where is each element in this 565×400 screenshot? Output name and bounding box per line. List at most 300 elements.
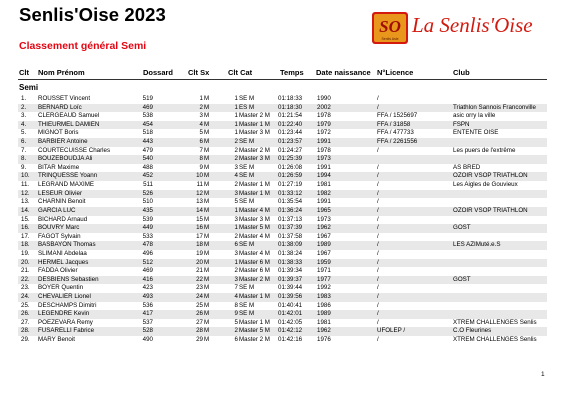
- cell-cat: Master 3 M: [239, 215, 270, 223]
- page-number: 1: [541, 371, 545, 378]
- cell-licence: /: [377, 258, 379, 266]
- cell-clt: 27.: [21, 318, 30, 326]
- cell-nom: FADDA Olivier: [38, 267, 78, 275]
- cell-naissance: 1986: [317, 301, 331, 309]
- cell-cat: SE M: [239, 241, 255, 249]
- cell-dossard: 416: [142, 275, 153, 283]
- cell-cat-n: 3: [234, 249, 238, 257]
- cell-sx: M: [204, 215, 210, 223]
- cell-clt: 21.: [21, 267, 30, 275]
- cell-sx: M: [204, 232, 210, 240]
- cell-clt: 13.: [21, 198, 30, 206]
- cell-nom: TRINQUESSE Yoann: [38, 172, 98, 180]
- cell-licence: FFA / 2261556: [377, 138, 418, 146]
- table-row: [18, 224, 547, 233]
- cell-sx-n: 3: [199, 112, 203, 120]
- cell-clt: 25.: [21, 301, 30, 309]
- cell-cat-n: 3: [234, 215, 238, 223]
- cell-naissance: 2002: [317, 103, 331, 111]
- column-header-club: Club: [453, 68, 470, 77]
- table-row: [18, 155, 547, 164]
- section-label: Semi: [19, 83, 39, 92]
- cell-cat-n: 1: [234, 258, 238, 266]
- cell-licence: /: [377, 206, 379, 214]
- cell-sx: M: [204, 206, 210, 214]
- cell-cat-n: 8: [234, 301, 238, 309]
- cell-dossard: 490: [142, 336, 153, 344]
- cell-cat-n: 1: [234, 112, 238, 120]
- table-row: [18, 129, 547, 138]
- cell-clt: 10.: [21, 172, 30, 180]
- column-header-date-naissance: Date naissance: [316, 68, 371, 77]
- cell-club: XTREM CHALLENGES Senlis: [453, 336, 537, 344]
- cell-clt: 16.: [21, 224, 30, 232]
- cell-cat-n: 2: [234, 232, 238, 240]
- cell-cat-n: 6: [234, 336, 238, 344]
- cell-nom: MARY Benoit: [38, 336, 75, 344]
- cell-cat: Master 4 M: [239, 206, 270, 214]
- table-row: [18, 302, 547, 311]
- cell-clt: 2.: [21, 103, 27, 111]
- column-header-temps: Temps: [280, 68, 304, 77]
- cell-nom: BARBIER Antoine: [38, 138, 88, 146]
- cell-naissance: 1990: [317, 95, 331, 102]
- cell-clt: 23.: [21, 284, 30, 292]
- cell-sx-n: 25: [196, 301, 203, 309]
- cell-naissance: 1971: [317, 267, 331, 275]
- cell-nom: BOUVRY Marc: [38, 224, 80, 232]
- cell-naissance: 1973: [317, 155, 331, 163]
- cell-sx-n: 19: [196, 249, 203, 257]
- cell-cat-n: 2: [234, 267, 238, 275]
- cell-dossard: 454: [142, 120, 153, 128]
- cell-dossard: 479: [142, 146, 153, 154]
- cell-dossard: 488: [142, 163, 153, 171]
- svg-text:Senlis Asie: Senlis Asie: [381, 37, 399, 41]
- cell-sx-n: 24: [196, 293, 203, 301]
- cell-dossard: 539: [142, 215, 153, 223]
- cell-clt: 20.: [21, 258, 30, 266]
- cell-cat: Master 5 M: [239, 224, 270, 232]
- cell-cat-n: 1: [234, 224, 238, 232]
- cell-licence: /: [377, 198, 379, 206]
- table-row: [18, 198, 547, 207]
- cell-club: OZOIR VSOP TRIATHLON: [453, 206, 528, 214]
- cell-temps: 01:18:30: [278, 103, 303, 111]
- cell-clt: 5.: [21, 129, 27, 137]
- table-row: [18, 95, 547, 104]
- cell-nom: DESCHAMPS Dimitri: [38, 301, 97, 309]
- cell-sx-n: 1: [199, 95, 203, 102]
- cell-licence: /: [377, 232, 379, 240]
- cell-clt: 18.: [21, 241, 30, 249]
- cell-temps: 01:38:09: [278, 241, 303, 249]
- cell-temps: 01:42:05: [278, 318, 303, 326]
- cell-clt: 24.: [21, 293, 30, 301]
- cell-licence: /: [377, 103, 379, 111]
- cell-nom: CLERGEAUD Samuel: [38, 112, 100, 120]
- cell-naissance: 1962: [317, 327, 331, 335]
- cell-sx: M: [204, 318, 210, 326]
- cell-sx: M: [204, 293, 210, 301]
- svg-text:SO: SO: [379, 17, 401, 36]
- cell-temps: 01:23:44: [278, 129, 303, 137]
- cell-licence: /: [377, 318, 379, 326]
- cell-dossard: 443: [142, 138, 153, 146]
- table-row: [18, 181, 547, 190]
- cell-sx-n: 6: [199, 138, 203, 146]
- cell-dossard: 478: [142, 241, 153, 249]
- cell-temps: 01:37:13: [278, 215, 303, 223]
- cell-sx-n: 10: [196, 172, 203, 180]
- cell-cat-n: 3: [234, 275, 238, 283]
- cell-clt: 26.: [21, 310, 30, 318]
- cell-clt: 15.: [21, 215, 30, 223]
- cell-sx-n: 17: [196, 232, 203, 240]
- cell-dossard: 469: [142, 267, 153, 275]
- cell-sx: M: [204, 163, 210, 171]
- cell-sx: M: [204, 249, 210, 257]
- cell-nom: CHARNIN Benoit: [38, 198, 86, 206]
- cell-licence: /: [377, 172, 379, 180]
- cell-clt: 1.: [21, 95, 27, 102]
- cell-temps: 01:38:33: [278, 258, 303, 266]
- table-row: [18, 241, 547, 250]
- cell-sx: M: [204, 95, 210, 102]
- cell-temps: 01:27:19: [278, 181, 303, 189]
- table-row: [18, 233, 547, 242]
- cell-dossard: 449: [142, 224, 153, 232]
- cell-dossard: 538: [142, 112, 153, 120]
- cell-licence: /: [377, 267, 379, 275]
- cell-cat: SE M: [239, 198, 255, 206]
- cell-nom: BASBAYON Thomas: [38, 241, 96, 249]
- cell-naissance: 1965: [317, 206, 331, 214]
- cell-nom: THIEURMEL DAMIEN: [38, 120, 100, 128]
- cell-cat-n: 2: [234, 155, 238, 163]
- column-header-clt-cat: Clt Cat: [228, 68, 253, 77]
- table-row: [18, 276, 547, 285]
- cell-sx: M: [204, 189, 210, 197]
- results-table: [18, 95, 547, 345]
- cell-temps: 01:21:54: [278, 112, 303, 120]
- cell-naissance: 1976: [317, 336, 331, 344]
- cell-dossard: 519: [142, 95, 153, 102]
- cell-nom: BOUZEBOUDJA Ali: [38, 155, 93, 163]
- cell-naissance: 1978: [317, 112, 331, 120]
- cell-cat: Master 1 M: [239, 181, 270, 189]
- cell-cat: Master 5 M: [239, 327, 270, 335]
- cell-club: Les Aigles de Gouvieux: [453, 181, 518, 189]
- cell-cat: SE M: [239, 301, 255, 309]
- table-row: [18, 104, 547, 113]
- cell-cat: SE M: [239, 310, 255, 318]
- cell-sx-n: 4: [199, 120, 203, 128]
- table-row: [18, 207, 547, 216]
- cell-cat: SE M: [239, 138, 255, 146]
- cell-sx: M: [204, 224, 210, 232]
- table-row: [18, 336, 547, 345]
- cell-temps: 01:38:24: [278, 249, 303, 257]
- cell-cat-n: 2: [234, 181, 238, 189]
- cell-temps: 01:42:16: [278, 336, 303, 344]
- table-row: [18, 121, 547, 130]
- cell-temps: 01:42:01: [278, 310, 303, 318]
- cell-cat: Master 1 M: [239, 189, 270, 197]
- cell-cat: Master 2 M: [239, 275, 270, 283]
- cell-naissance: 1989: [317, 241, 331, 249]
- table-row: [18, 310, 547, 319]
- la-senlis-oise-logo-icon: [372, 12, 408, 44]
- cell-dossard: 496: [142, 249, 153, 257]
- cell-sx-n: 9: [199, 163, 203, 171]
- results-title: Senlis'Oise 2023: [19, 4, 166, 25]
- column-header-licence: N°Licence: [377, 68, 414, 77]
- cell-licence: /: [377, 284, 379, 292]
- cell-cat-n: 4: [234, 293, 238, 301]
- cell-naissance: 1959: [317, 258, 331, 266]
- cell-dossard: 510: [142, 198, 153, 206]
- cell-club: C.O Fleurines: [453, 327, 492, 335]
- cell-clt: 22.: [21, 275, 30, 283]
- cell-club: OZOIR VSOP TRIATHLON: [453, 172, 528, 180]
- cell-cat-n: 3: [234, 189, 238, 197]
- cell-naissance: 1977: [317, 275, 331, 283]
- cell-nom: SLIMANI Abdelaa: [38, 249, 87, 257]
- cell-sx-n: 18: [196, 241, 203, 249]
- cell-sx-n: 16: [196, 224, 203, 232]
- cell-licence: /: [377, 241, 379, 249]
- table-row: [18, 250, 547, 259]
- cell-nom: HERMEL Jacques: [38, 258, 89, 266]
- cell-nom: LEGENDRE Kevin: [38, 310, 90, 318]
- cell-temps: 01:40:41: [278, 301, 303, 309]
- cell-dossard: 493: [142, 293, 153, 301]
- header-divider: [18, 79, 547, 80]
- cell-nom: LEGRAND MAXIME: [38, 181, 95, 189]
- cell-sx: M: [204, 258, 210, 266]
- cell-nom: DESBIENS Sebastien: [38, 275, 99, 283]
- cell-clt: 28.: [21, 327, 30, 335]
- cell-cat-n: 2: [234, 138, 238, 146]
- cell-naissance: 1991: [317, 138, 331, 146]
- cell-licence: /: [377, 224, 379, 232]
- cell-licence: /: [377, 293, 379, 301]
- cell-cat-n: 6: [234, 241, 238, 249]
- cell-sx: M: [204, 112, 210, 120]
- cell-temps: 01:26:59: [278, 172, 303, 180]
- cell-licence: /: [377, 249, 379, 257]
- cell-licence: /: [377, 181, 379, 189]
- cell-cat: Master 4 M: [239, 232, 270, 240]
- cell-club: GOST: [453, 275, 471, 283]
- cell-licence: /: [377, 310, 379, 318]
- cell-sx: M: [204, 310, 210, 318]
- cell-clt: 11.: [21, 181, 30, 189]
- cell-sx-n: 22: [196, 275, 203, 283]
- cell-licence: FFA / 477733: [377, 129, 414, 137]
- cell-clt: 8.: [21, 155, 27, 163]
- cell-dossard: 423: [142, 284, 153, 292]
- cell-cat: Master 2 M: [239, 112, 270, 120]
- cell-sx-n: 8: [199, 155, 203, 163]
- cell-nom: COURTECUISSE Charles: [38, 146, 111, 154]
- cell-dossard: 512: [142, 258, 153, 266]
- cell-cat: Master 2 M: [239, 336, 270, 344]
- cell-dossard: 511: [143, 181, 153, 189]
- cell-cat: Master 3 M: [239, 129, 270, 137]
- cell-naissance: 1991: [317, 198, 331, 206]
- cell-naissance: 1991: [317, 163, 331, 171]
- cell-clt: 3.: [21, 112, 27, 120]
- cell-cat-n: 3: [234, 163, 238, 171]
- cell-cat-n: 4: [234, 172, 238, 180]
- cell-sx: M: [204, 336, 210, 344]
- cell-clt: 17.: [21, 232, 30, 240]
- cell-clt: 29.: [21, 336, 30, 344]
- cell-cat: Master 1 M: [239, 318, 270, 326]
- cell-sx-n: 23: [196, 284, 203, 292]
- cell-clt: 4.: [21, 120, 27, 128]
- cell-naissance: 1978: [317, 146, 331, 154]
- cell-cat: SE M: [239, 284, 255, 292]
- cell-cat: SE M: [239, 172, 255, 180]
- cell-club: ENTENTE OISE: [453, 129, 499, 137]
- cell-dossard: 537: [142, 318, 153, 326]
- cell-nom: ROUSSET Vincent: [38, 95, 91, 102]
- cell-nom: GARCIA LUC: [38, 206, 76, 214]
- cell-cat-n: 1: [234, 120, 238, 128]
- cell-licence: /: [377, 163, 379, 171]
- cell-sx-n: 27: [196, 318, 203, 326]
- cell-dossard: 526: [142, 189, 153, 197]
- cell-nom: BITAR Maxime: [38, 163, 80, 171]
- cell-nom: BICHARD Arnaud: [38, 215, 88, 223]
- cell-temps: 01:33:12: [278, 189, 303, 197]
- cell-temps: 01:37:39: [278, 224, 303, 232]
- cell-sx: M: [204, 120, 210, 128]
- cell-dossard: 469: [142, 103, 153, 111]
- cell-dossard: 435: [142, 206, 153, 214]
- cell-sx: M: [204, 138, 210, 146]
- cell-dossard: 452: [142, 172, 153, 180]
- table-row: [18, 147, 547, 156]
- cell-dossard: 533: [142, 232, 153, 240]
- cell-cat: Master 1 M: [239, 293, 270, 301]
- cell-sx: M: [204, 181, 210, 189]
- cell-cat: Master 4 M: [239, 249, 270, 257]
- table-row: [18, 164, 547, 173]
- cell-club: asic orry la ville: [453, 112, 496, 120]
- cell-cat: SE M: [239, 163, 255, 171]
- table-row: [18, 293, 547, 302]
- cell-sx: M: [204, 155, 210, 163]
- cell-naissance: 1967: [317, 232, 331, 240]
- cell-licence: UFOLEP /: [377, 327, 406, 335]
- cell-cat-n: 7: [234, 284, 238, 292]
- cell-sx-n: 20: [196, 258, 203, 266]
- cell-clt: 12.: [21, 189, 30, 197]
- cell-club: GOST: [453, 224, 471, 232]
- table-row: [18, 112, 547, 121]
- column-header-dossard: Dossard: [143, 68, 174, 77]
- cell-sx-n: 28: [196, 327, 203, 335]
- cell-naissance: 1994: [317, 172, 331, 180]
- cell-naissance: 1983: [317, 293, 331, 301]
- cell-nom: FUSARELLI Fabrice: [38, 327, 95, 335]
- cell-temps: 01:18:33: [278, 95, 303, 102]
- cell-club: FSPN: [453, 120, 470, 128]
- table-row: [18, 267, 547, 276]
- cell-sx: M: [204, 327, 210, 335]
- table-row: [18, 319, 547, 328]
- cell-sx-n: 5: [199, 129, 203, 137]
- cell-dossard: 417: [142, 310, 153, 318]
- cell-cat: Master 3 M: [239, 155, 270, 163]
- cell-sx-n: 15: [196, 215, 203, 223]
- cell-dossard: 536: [142, 301, 153, 309]
- cell-licence: FFA / 31858: [377, 120, 411, 128]
- table-row: [18, 284, 547, 293]
- cell-nom: CHEVALIER Lionel: [38, 293, 91, 301]
- cell-licence: /: [377, 189, 379, 197]
- cell-nom: MIGNOT Boris: [38, 129, 79, 137]
- cell-clt: 7.: [21, 146, 27, 154]
- cell-nom: POEZEVARA Remy: [38, 318, 93, 326]
- cell-cat-n: 1: [234, 103, 238, 111]
- table-row: [18, 138, 547, 147]
- cell-naissance: 1989: [317, 310, 331, 318]
- cell-licence: /: [377, 301, 379, 309]
- cell-dossard: 528: [142, 327, 153, 335]
- cell-naissance: 1979: [317, 120, 331, 128]
- cell-cat-n: 5: [234, 318, 238, 326]
- cell-licence: /: [377, 146, 379, 154]
- table-row: [18, 327, 547, 336]
- cell-temps: 01:36:24: [278, 206, 303, 214]
- cell-licence: /: [377, 215, 379, 223]
- cell-temps: 01:39:34: [278, 267, 303, 275]
- cell-clt: 19.: [21, 249, 30, 257]
- cell-temps: 01:39:44: [278, 284, 303, 292]
- cell-cat: Master 6 M: [239, 258, 270, 266]
- cell-sx: M: [204, 172, 210, 180]
- cell-sx-n: 21: [196, 267, 203, 275]
- cell-sx: M: [204, 241, 210, 249]
- cell-cat: Master 2 M: [239, 146, 270, 154]
- cell-temps: 01:23:57: [278, 138, 303, 146]
- column-header-clt: Clt: [19, 68, 29, 77]
- cell-sx-n: 11: [196, 181, 203, 189]
- cell-sx-n: 7: [199, 146, 203, 154]
- cell-sx-n: 2: [199, 103, 203, 111]
- results-subtitle: Classement général Semi: [19, 40, 147, 52]
- cell-dossard: 540: [142, 155, 153, 163]
- cell-sx: M: [204, 275, 210, 283]
- cell-cat: SE M: [239, 95, 255, 102]
- cell-temps: 01:35:54: [278, 198, 303, 206]
- cell-cat-n: 1: [234, 129, 238, 137]
- cell-licence: /: [377, 336, 379, 344]
- cell-club: LES AZIMuté.e.S: [453, 241, 501, 249]
- cell-temps: 01:39:37: [278, 275, 303, 283]
- cell-sx: M: [204, 103, 210, 111]
- table-row: [18, 190, 547, 199]
- cell-sx: M: [204, 146, 210, 154]
- cell-naissance: 1967: [317, 249, 331, 257]
- cell-temps: 01:39:56: [278, 293, 303, 301]
- cell-sx-n: 12: [196, 189, 203, 197]
